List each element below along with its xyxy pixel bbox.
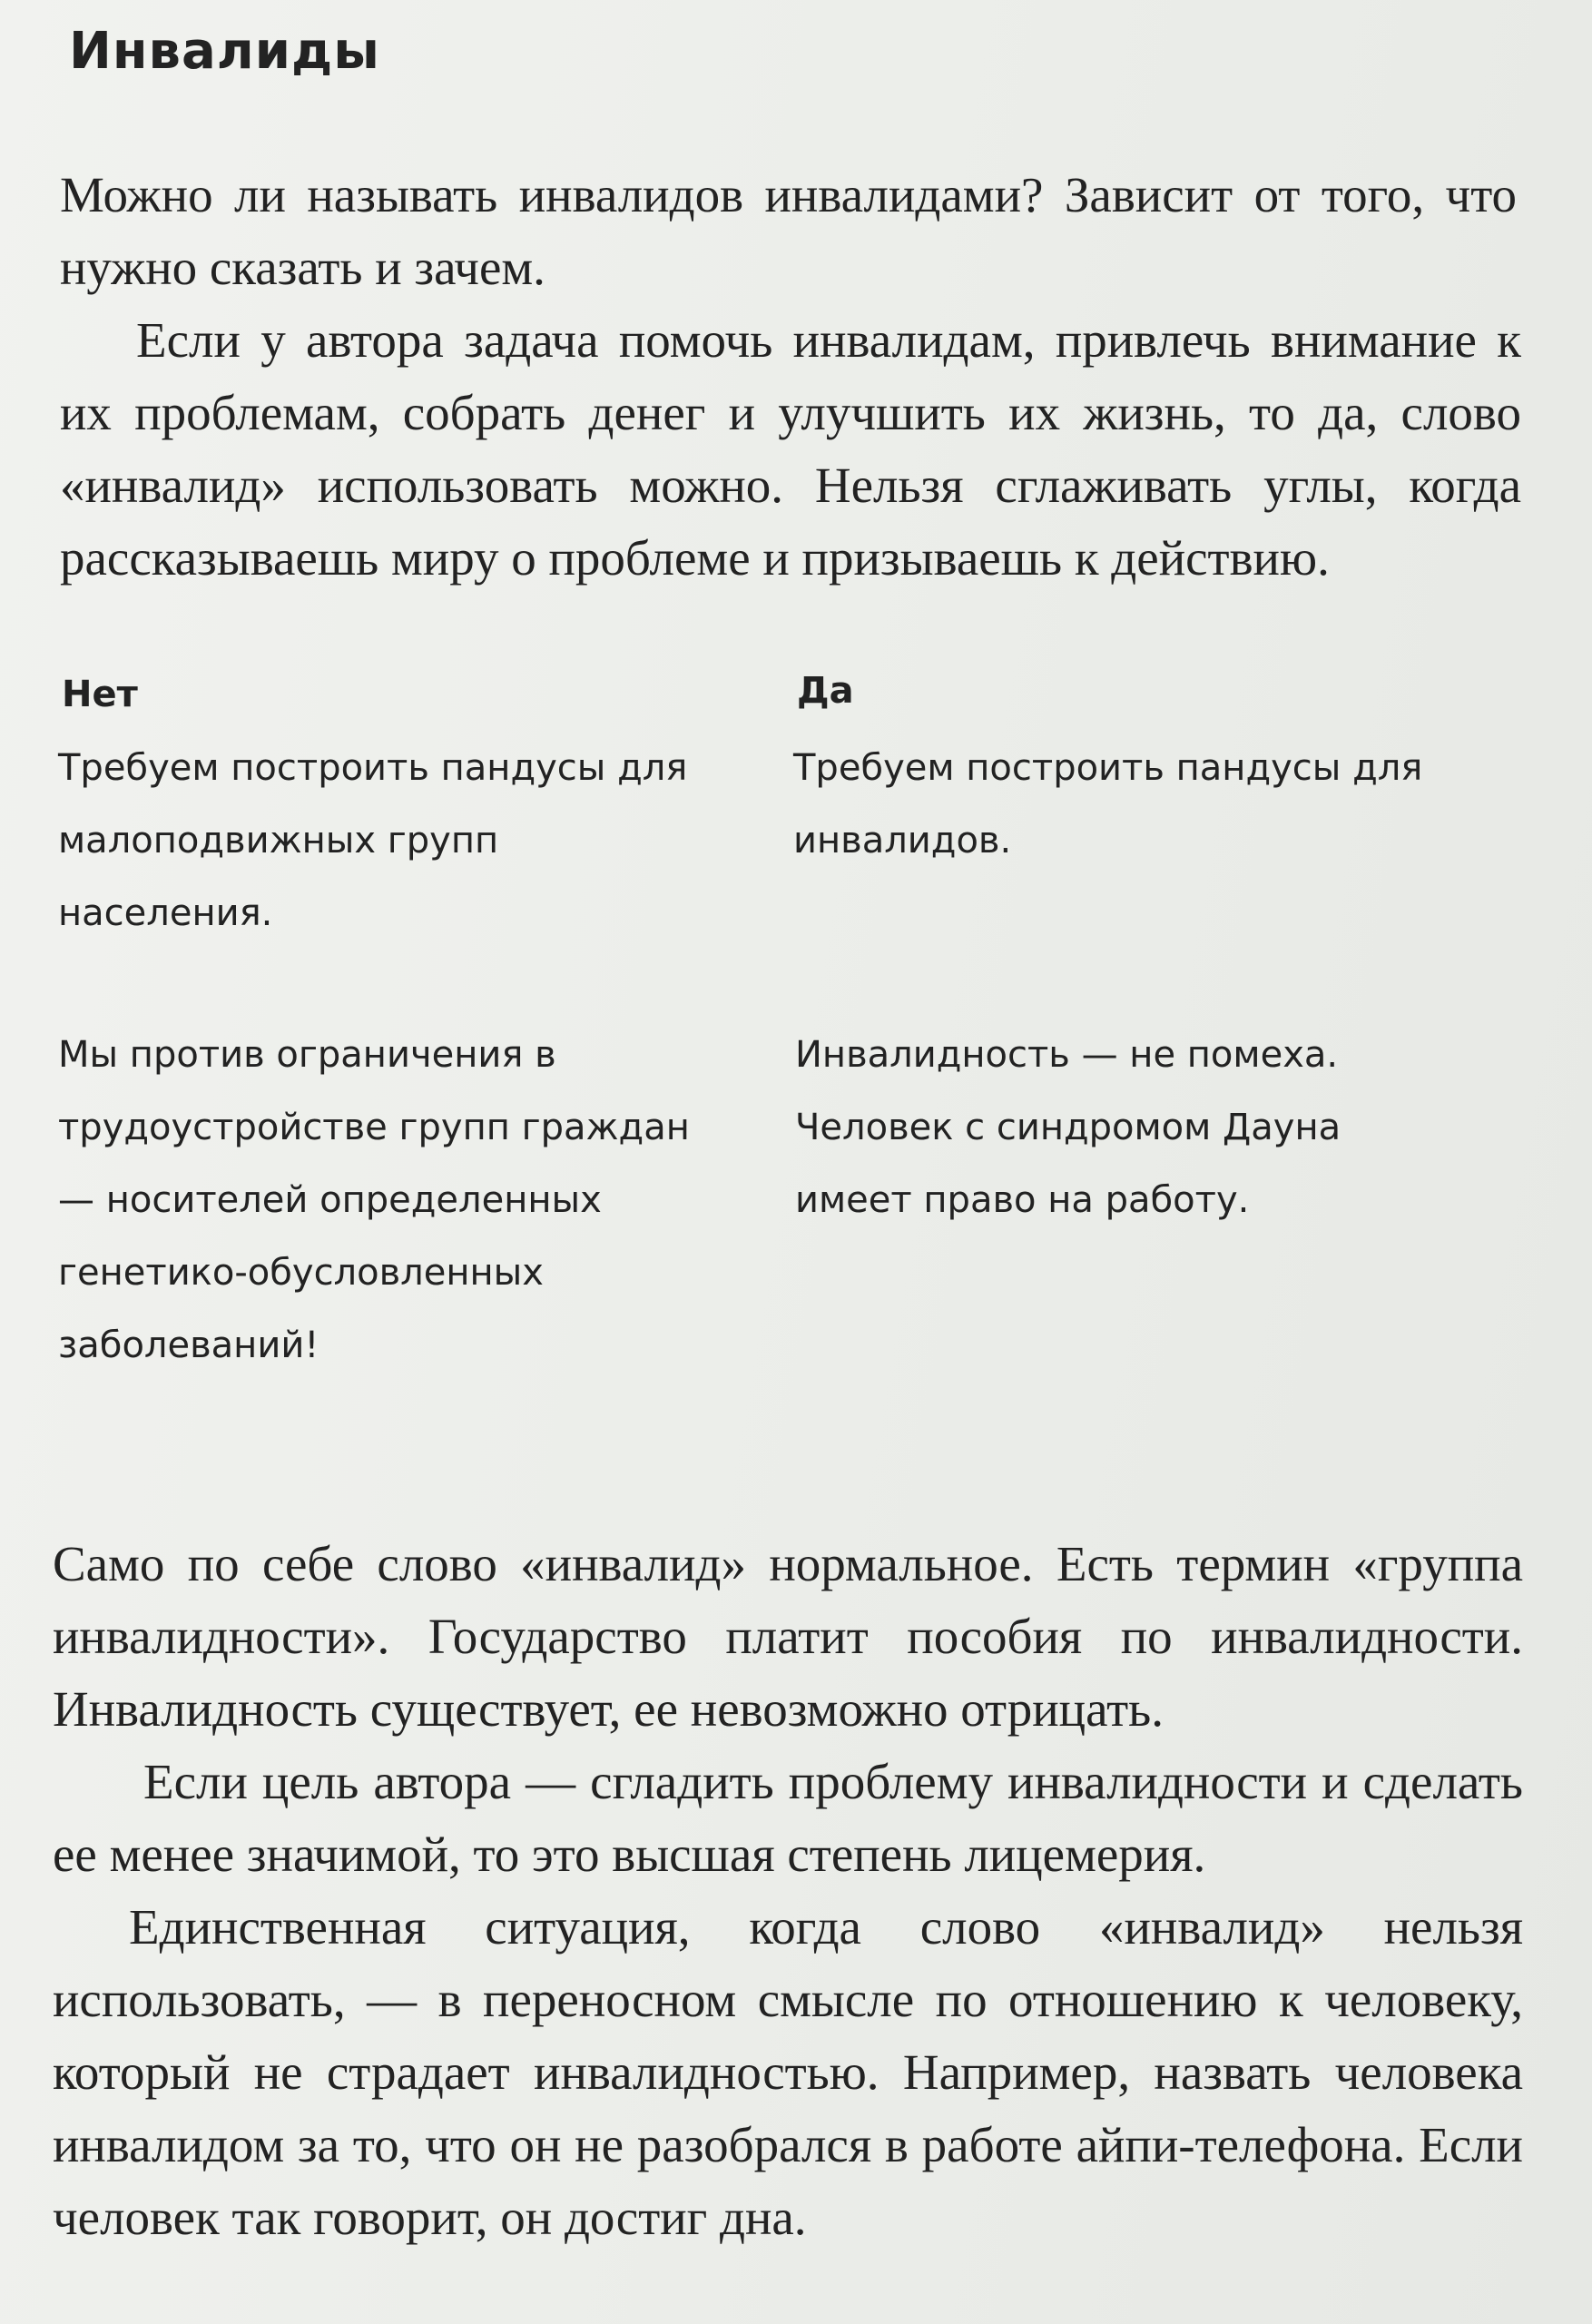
example-no-1: Требуем построить пандусы для малоподвижных групп населения.: [58, 747, 688, 934]
example-no-2: Мы против ограничения в трудоустройстве групп граждан — носителей определенных генетико-обусловленных заболеваний!: [58, 1034, 690, 1366]
intro-paragraph-1: Можно ли называть инвалидов инвалидами? Зависит от того, что нужно сказать и зачем.: [60, 167, 1517, 295]
intro-paragraph-2: Если у автора задача помочь инвалидам, привлечь внимание к их проблемам, собрать денег и улучшить их жизнь, то да, слово «инвалид» использовать можно. Нельзя сглаживать углы, когда рассказываешь миру о проблеме и призываешь к действию.: [60, 312, 1521, 586]
body-paragraph-4: Если цель автора — сгладить проблему инвалидности и сделать ее менее значимой, то это высшая степень лицемерия.: [53, 1754, 1523, 1882]
body-paragraph-3: Само по себе слово «инвалид» нормальное. Есть термин «группа инвалидности». Государство платит пособия по инвалидности. Инвалидность существует, ее невозможно отрицать.: [53, 1536, 1523, 1737]
example-yes-1: Требуем построить пандусы для инвалидов.: [793, 747, 1423, 862]
column-title-yes: Да: [797, 670, 854, 712]
example-yes-2: Инвалидность — не помеха. Человек с синдромом Дауна имеет право на работу.: [795, 1034, 1341, 1221]
body-paragraph-5: Единственная ситуация, когда слово «инвалид» нельзя использовать, — в переносном смысле по отношению к человеку, который не страдает инвалидностью. Например, назвать человека инвалидом за то, что он не разобрался в работе айпи-телефона. Если человек так говорит, он достиг дна.: [53, 1899, 1523, 2245]
section-heading: Инвалиды: [69, 22, 380, 81]
column-title-no: Нет: [62, 674, 138, 715]
